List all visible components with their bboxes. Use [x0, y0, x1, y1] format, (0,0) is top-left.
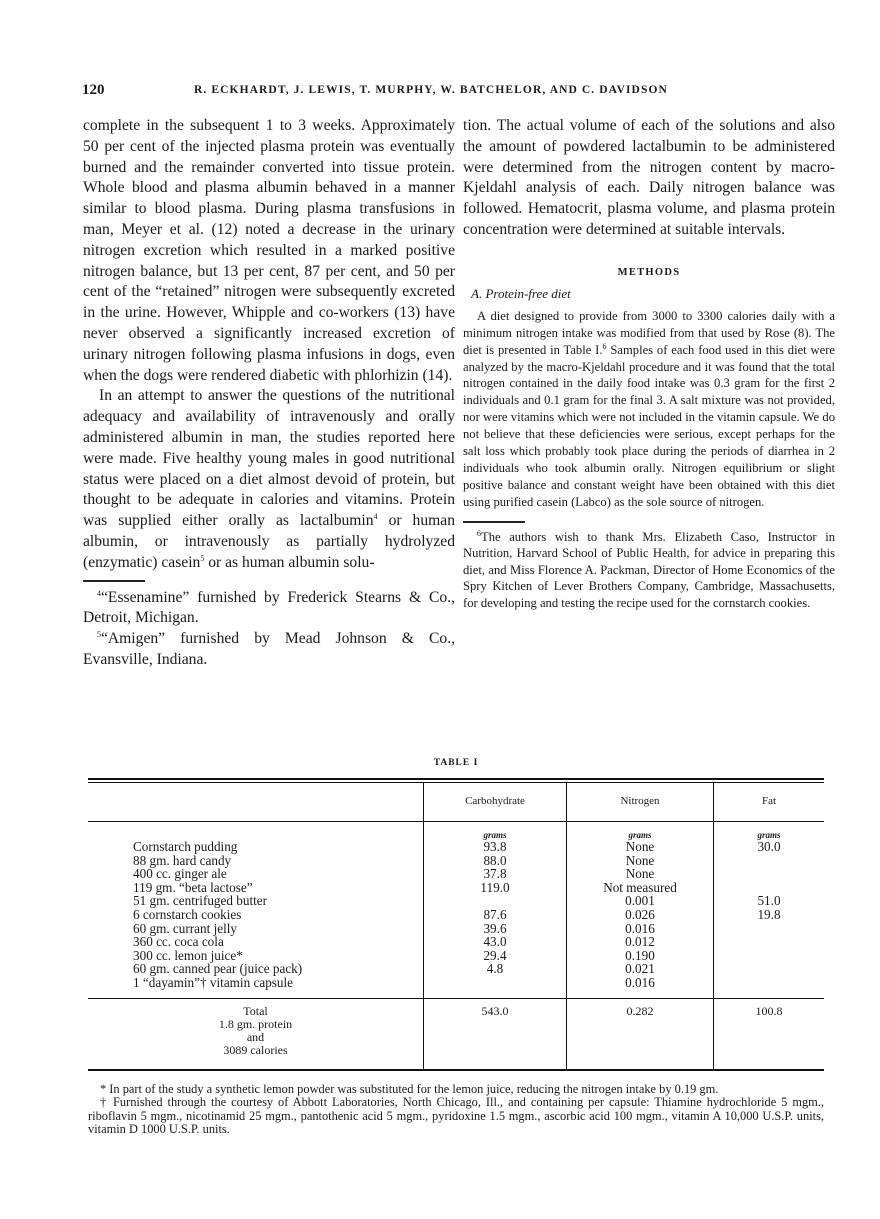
footnote-ref-5: 5	[200, 553, 205, 563]
column-header-fat: Fat	[714, 783, 825, 822]
footnote-ref-4: 4	[373, 511, 378, 521]
diet-table	[88, 783, 824, 1069]
table-row	[88, 908, 824, 922]
unit-cell: grams	[424, 822, 567, 841]
paragraph-diet-methods	[463, 308, 835, 511]
nitrogen-value: None	[567, 840, 714, 854]
table-row	[88, 962, 824, 976]
nitrogen-value: None	[567, 854, 714, 868]
carbohydrate-value: 87.6	[424, 908, 567, 922]
food-item: 360 cc. coca cola	[133, 934, 224, 950]
carbohydrate-value: 37.8	[424, 867, 567, 881]
table-total-row	[88, 998, 824, 1069]
table-row	[88, 854, 824, 868]
total-label-line: Total	[243, 1003, 268, 1018]
paragraph-solutions: tion. The actual volume of each of the solutions and also the amount of powdered lactalbumin to be administered were determined from the nitrogen content by macro-Kjeldahl analysis of each. Daily nitrogen balance was followed. Hematocrit, plasma volume, and plasma protein concentration were determined at suitable intervals.	[463, 117, 835, 238]
fat-value	[714, 881, 825, 895]
column-header-carbohydrate: Carbohydrate	[424, 783, 567, 822]
subsection-heading: A. Protein-free diet	[471, 285, 571, 301]
column-header-item	[88, 783, 424, 822]
carbohydrate-value: 93.8	[424, 840, 567, 854]
carbohydrate-value: 119.0	[424, 881, 567, 895]
paragraph-prior-studies: complete in the subsequent 1 to 3 weeks. Approximately 50 per cent of the injected plasma protein was eventually burned and the remainder converted into tissue protein. Whole blood and plasma albumin behaved in a manner similar to blood plasma. During plasma transfusions in man, Meyer et al. (12) noted a decrease in the urinary nitrogen excretion which resulted in a marked positive nitrogen balance, but 13 per cent, 87 per cent, and 50 per cent of the “retained” nitrogen were subsequently excreted in the urine. However, Whipple and co-workers (13) have never observed a significantly increased excretion of urinary nitrogen following plasma infusions in dogs, even when the dogs were rendered diabetic with phlorhizin (14).	[83, 117, 455, 384]
footnote-4	[83, 588, 455, 630]
nitrogen-value: 0.012	[567, 935, 714, 949]
left-column	[83, 116, 455, 671]
carbohydrate-value	[424, 976, 567, 998]
fat-value	[714, 922, 825, 936]
total-carbohydrate: 543.0	[424, 998, 567, 1069]
fat-value	[714, 962, 825, 976]
fat-value	[714, 854, 825, 868]
total-nitrogen: 0.282	[567, 998, 714, 1069]
fat-value	[714, 935, 825, 949]
fat-value	[714, 867, 825, 881]
food-item: 300 cc. lemon juice*	[133, 947, 243, 963]
carbohydrate-value: 39.6	[424, 922, 567, 936]
footnote-mark: 5	[97, 629, 101, 639]
footnote-6	[463, 529, 835, 612]
carbohydrate-value	[424, 894, 567, 908]
units-row	[88, 822, 824, 841]
footnote-mark: 6	[477, 528, 481, 538]
table-row	[88, 922, 824, 936]
table-title: TABLE I	[433, 758, 479, 768]
nitrogen-value: 0.190	[567, 949, 714, 963]
footnote-ref-6: 6	[602, 341, 607, 351]
total-label	[88, 998, 424, 1069]
section-heading-methods: METHODS	[617, 266, 681, 278]
total-fat: 100.8	[714, 998, 825, 1069]
table-notes	[88, 1083, 824, 1137]
food-item: 1 “dayamin”† vitamin capsule	[133, 974, 294, 990]
nitrogen-value: 0.021	[567, 962, 714, 976]
carbohydrate-value: 4.8	[424, 962, 567, 976]
unit-cell: grams	[567, 822, 714, 841]
table-row	[88, 840, 824, 854]
nitrogen-value: 0.016	[567, 922, 714, 936]
footnote-divider	[463, 521, 525, 523]
food-item: 400 cc. ginger ale	[133, 866, 227, 882]
unit-cell	[88, 822, 424, 841]
unit-cell: grams	[714, 822, 825, 841]
footnote-text: The authors wish to thank Mrs. Elizabeth Caso, Instructor in Nutrition, Harvard School of Public Health, for advice in preparing this diet, and Miss Florence A. Packman, Director of Home Economics of the Spry Kitchen of Lever Brothers Company, Cambridge, Massachusetts, for developing and testing the recipe used for the cornstarch cookies.	[463, 529, 835, 611]
total-label-line: and	[246, 1029, 265, 1044]
fat-value: 19.8	[714, 908, 825, 922]
fat-value: 51.0	[714, 894, 825, 908]
paragraph-text: or human albumin, or intravenously as partially hydrolyzed (enzymatic) casein	[83, 512, 455, 571]
food-item: 60 gm. canned pear (juice pack)	[133, 961, 303, 977]
table-note-lemon: * In part of the study a synthetic lemon powder was substituted for the lemon juice, reducing the nitrogen intake by 0.19 gm.	[100, 1081, 719, 1096]
food-item: 119 gm. “beta lactose”	[133, 879, 253, 895]
carbohydrate-value: 29.4	[424, 949, 567, 963]
paragraph-study-intro	[83, 386, 455, 573]
table-header-row	[88, 783, 824, 822]
table-row	[88, 976, 824, 998]
footnote-text: “Amigen” furnished by Mead Johnson & Co., Evansville, Indiana.	[83, 630, 455, 668]
running-head-authors: R. ECKHARDT, J. LEWIS, T. MURPHY, W. BATCHELOR, AND C. DAVIDSON	[194, 84, 668, 96]
table-row	[88, 881, 824, 895]
footnote-mark: 4	[97, 588, 101, 598]
food-item: 6 cornstarch cookies	[133, 906, 242, 922]
nitrogen-value: 0.026	[567, 908, 714, 922]
page-number: 120	[82, 82, 105, 98]
fat-value	[714, 976, 825, 998]
food-item: Cornstarch pudding	[133, 839, 238, 854]
paragraph-text: A diet designed to provide from 3000 to 3300 calories daily with a minimum nitrogen intake was modified from that used by Rose (8). The diet is presented in Table I.	[463, 308, 835, 357]
paragraph-text: or as human albumin solu-	[208, 553, 375, 571]
table-row	[88, 867, 824, 881]
right-column	[463, 116, 835, 612]
table-bottom-rule	[88, 1069, 824, 1071]
nitrogen-value: 0.016	[567, 976, 714, 998]
food-item: 60 gm. currant jelly	[133, 920, 238, 936]
table-note-dayamin: † Furnished through the courtesy of Abbott Laboratories, North Chicago, Ill., and containing per capsule: Thiamine hydrochloride 5 mgm., riboflavin 5 mgm., nicotinamid 25 mgm., pantothenic acid 5 mgm., pyridoxine 1.5 mgm., ascorbic acid 100 mgm., vitamin A 10,000 U.S.P. units, vitamin D 1000 U.S.P. units.	[88, 1095, 824, 1137]
page-header	[82, 82, 822, 102]
nitrogen-value: Not measured	[567, 881, 714, 895]
table-row	[88, 935, 824, 949]
food-item: 88 gm. hard candy	[133, 852, 232, 868]
fat-value	[714, 949, 825, 963]
footnote-text: “Essenamine” furnished by Frederick Stearns & Co., Detroit, Michigan.	[83, 588, 455, 627]
nitrogen-value: 0.001	[567, 894, 714, 908]
total-label-line: 1.8 gm. protein	[218, 1016, 293, 1031]
paragraph-text: In an attempt to answer the questions of the nutritional adequacy and availability of intravenously and orally administered albumin in man, the studies reported here were made. Five healthy young males in good nutritional status were placed on a diet almost devoid of protein, but thought to be adequate in calories and vitamins. Protein was supplied either orally as lactalbumin	[83, 387, 455, 530]
paragraph-text: Samples of each food used in this diet were analyzed by the macro-Kjeldahl procedure and it was found that the total nitrogen contained in the daily food intake was 0.3 gram for the first 2 individuals and 0.1 gram for the final 3. A salt mixture was not provided, nor were vitamins which were not included in the vitamin capsule. We do not believe that these deficiencies were serious, except perhaps for the salt loss which probably took place during the periods of diarrhea in 2 individuals who took albumin orally. Nitrogen equilibrium or slight positive balance and constant weight have been obtained with this diet using purified casein (Labco) as the sole source of nitrogen.	[463, 342, 835, 509]
table-diet-composition	[88, 758, 824, 1137]
total-label-line: 3089 calories	[223, 1042, 288, 1057]
carbohydrate-value: 88.0	[424, 854, 567, 868]
nitrogen-value: None	[567, 867, 714, 881]
column-header-nitrogen: Nitrogen	[567, 783, 714, 822]
table-row	[88, 894, 824, 908]
food-item: 51 gm. centrifuged butter	[133, 893, 268, 909]
footnote-5	[83, 629, 455, 671]
fat-value: 30.0	[714, 840, 825, 854]
table-row	[88, 949, 824, 963]
carbohydrate-value: 43.0	[424, 935, 567, 949]
footnote-divider	[83, 580, 145, 582]
